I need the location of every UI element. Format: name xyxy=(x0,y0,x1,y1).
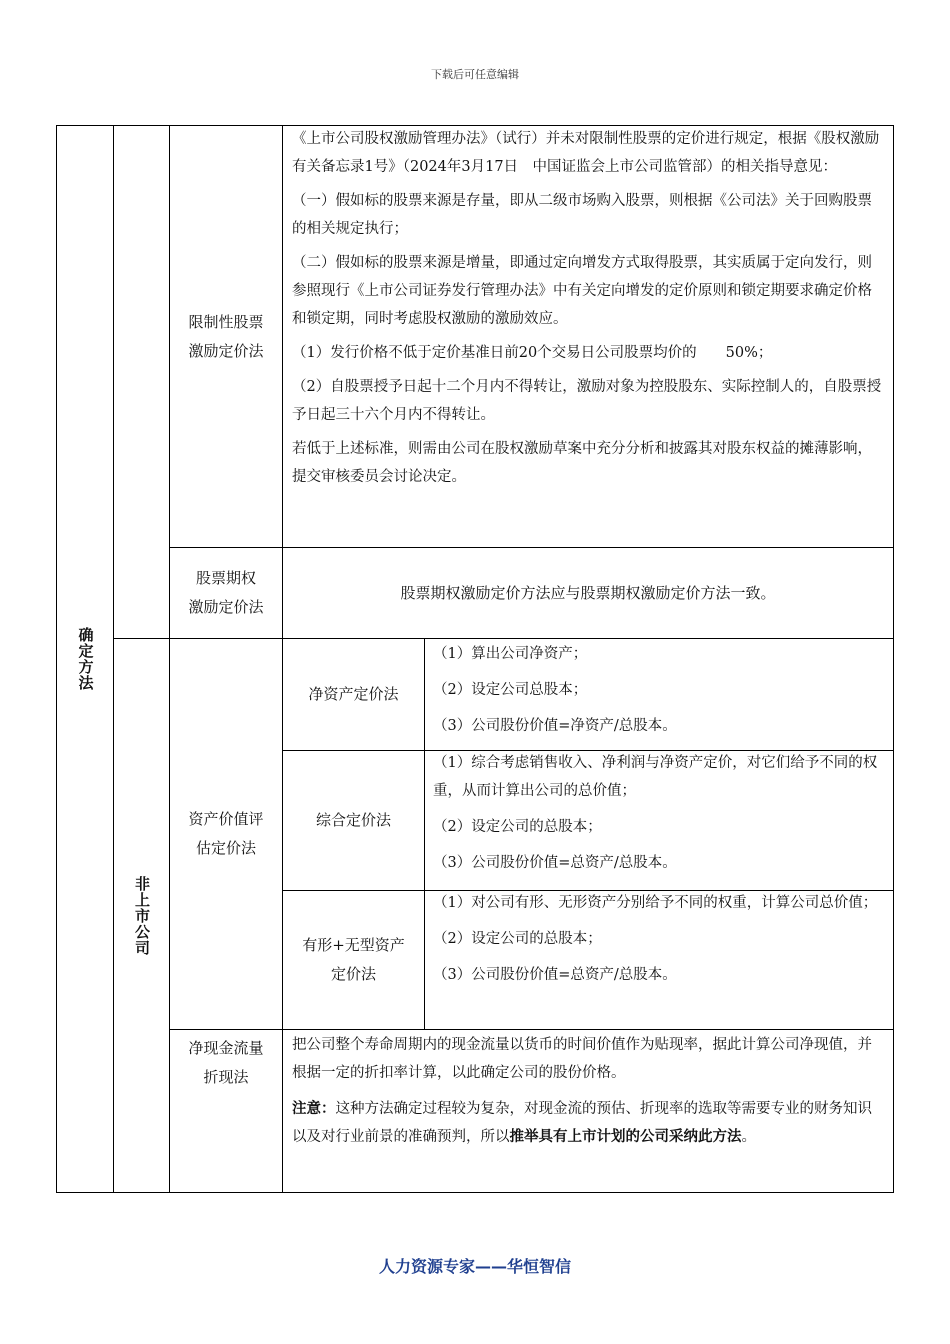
restricted-paragraph: 《上市公司股权激励管理办法》（试行）并未对限制性股票的定价进行规定，根据《股权激励有关备忘录1号》（2024年3月17日 中国证监会上市公司监管部）的相关指导意见： xyxy=(292,131,880,175)
asset-valuation-label-cell xyxy=(170,639,282,1029)
restricted-paragraph: （二）假如标的股票来源是增量，即通过定向增发方式取得股票，其实质属于定向发行，则参照现行《上市公司证券发行管理办法》中有关定向增发的定价原则和锁定期要求确定价格和锁定期，同时考虑股权激励的激励效应。 xyxy=(292,255,872,327)
restricted-stock-content xyxy=(292,125,886,491)
pricing-method-table xyxy=(56,125,894,1193)
restricted-paragraph: 若低于上述标准，则需由公司在股权激励草案中充分分析和披露其对股东权益的摊薄影响，提交审核委员会讨论决定。 xyxy=(292,441,872,485)
note-label: 注意： xyxy=(292,1100,336,1117)
tangible-step: （1）对公司有形、无形资产分别给予不同的权重，计算公司总价值； xyxy=(433,895,878,911)
tangible-intangible-method-label-cell xyxy=(283,891,424,1029)
stock-option-text: 股票期权激励定价方法应与股票期权激励定价方法一致。 xyxy=(400,583,776,602)
stock-option-content xyxy=(283,548,893,638)
tangible-method-label-line2: 定价法 xyxy=(330,965,376,983)
note-text: 这种方法确定过程较为复杂，对现金流的预估、折现率的选取等需要专业的财务知识以及对行业前景的准确预判，所以 xyxy=(292,1101,872,1145)
nonlisted-company-cell xyxy=(114,639,169,1192)
cashflow-note xyxy=(292,1095,886,1151)
net-asset-method-label-cell xyxy=(283,639,424,750)
net-asset-method-label: 净资产定价法 xyxy=(308,685,399,703)
cashflow-label-line1: 净现金流量 xyxy=(188,1039,264,1057)
cashflow-content xyxy=(292,1031,886,1151)
tangible-method-label-line1: 有形+无型资产 xyxy=(302,936,405,954)
cashflow-label-line2: 折现法 xyxy=(203,1068,249,1086)
combined-method-content xyxy=(433,749,888,877)
note-emphasis: 推举具有上市计划的公司采纳此方法 xyxy=(509,1128,742,1145)
page-footer: 人力资源专家——华恒智信 xyxy=(378,1257,571,1276)
cashflow-paragraph: 把公司整个寿命周期内的现金流量以货币的时间价值作为贴现率，据此计算公司净现值，并根据一定的折扣率计算，以此确定公司的股份价格。 xyxy=(292,1037,872,1081)
method-category-label: 确定方法 xyxy=(76,627,95,691)
asset-valuation-label-line1: 资产价值评 xyxy=(188,810,264,828)
net-asset-step: （3）公司股份价值=净资产/总股本。 xyxy=(433,718,677,734)
restricted-stock-label-line2: 激励定价法 xyxy=(188,341,264,360)
restricted-stock-label-line1: 限制性股票 xyxy=(188,312,264,331)
tangible-step: （2）设定公司的总股本； xyxy=(433,931,602,947)
asset-valuation-label-line2: 估定价法 xyxy=(195,839,256,857)
stock-option-label-line2: 激励定价法 xyxy=(188,598,264,616)
restricted-paragraph: （1）发行价格不低于定价基准日前20个交易日公司股票均价的 50%； xyxy=(292,345,773,361)
combined-step: （3）公司股份价值=总资产/总股本。 xyxy=(433,855,677,871)
combined-step: （2）设定公司的总股本； xyxy=(433,819,602,835)
cashflow-label-cell xyxy=(170,1030,282,1094)
net-asset-step: （1）算出公司净资产； xyxy=(433,646,588,662)
page-header: 下载后可任意编辑 xyxy=(431,68,519,81)
combined-step: （1）综合考虑销售收入、净利润与净资产定价，对它们给予不同的权重，从而计算出公司的总价值； xyxy=(433,755,878,799)
stock-option-label-cell xyxy=(170,548,282,638)
combined-method-label-cell xyxy=(283,751,424,890)
nonlisted-company-label: 非上市公司 xyxy=(133,875,151,956)
tangible-method-content xyxy=(433,889,888,989)
combined-method-label: 综合定价法 xyxy=(315,811,391,829)
net-asset-step: （2）设定公司总股本； xyxy=(433,682,588,698)
method-category-cell xyxy=(57,126,113,1192)
restricted-stock-label-cell xyxy=(170,126,282,547)
note-end: 。 xyxy=(741,1129,756,1145)
tangible-step: （3）公司股份价值=总资产/总股本。 xyxy=(433,967,677,983)
restricted-paragraph: （一）假如标的股票来源是存量，即从二级市场购入股票，则根据《公司法》关于回购股票的相关规定执行； xyxy=(292,193,872,237)
stock-option-label-line1: 股票期权 xyxy=(195,569,256,587)
net-asset-method-content xyxy=(433,636,888,744)
restricted-paragraph: （2）自股票授予日起十二个月内不得转让，激励对象为控股股东、实际控制人的，自股票授予日起三十六个月内不得转让。 xyxy=(292,379,882,423)
